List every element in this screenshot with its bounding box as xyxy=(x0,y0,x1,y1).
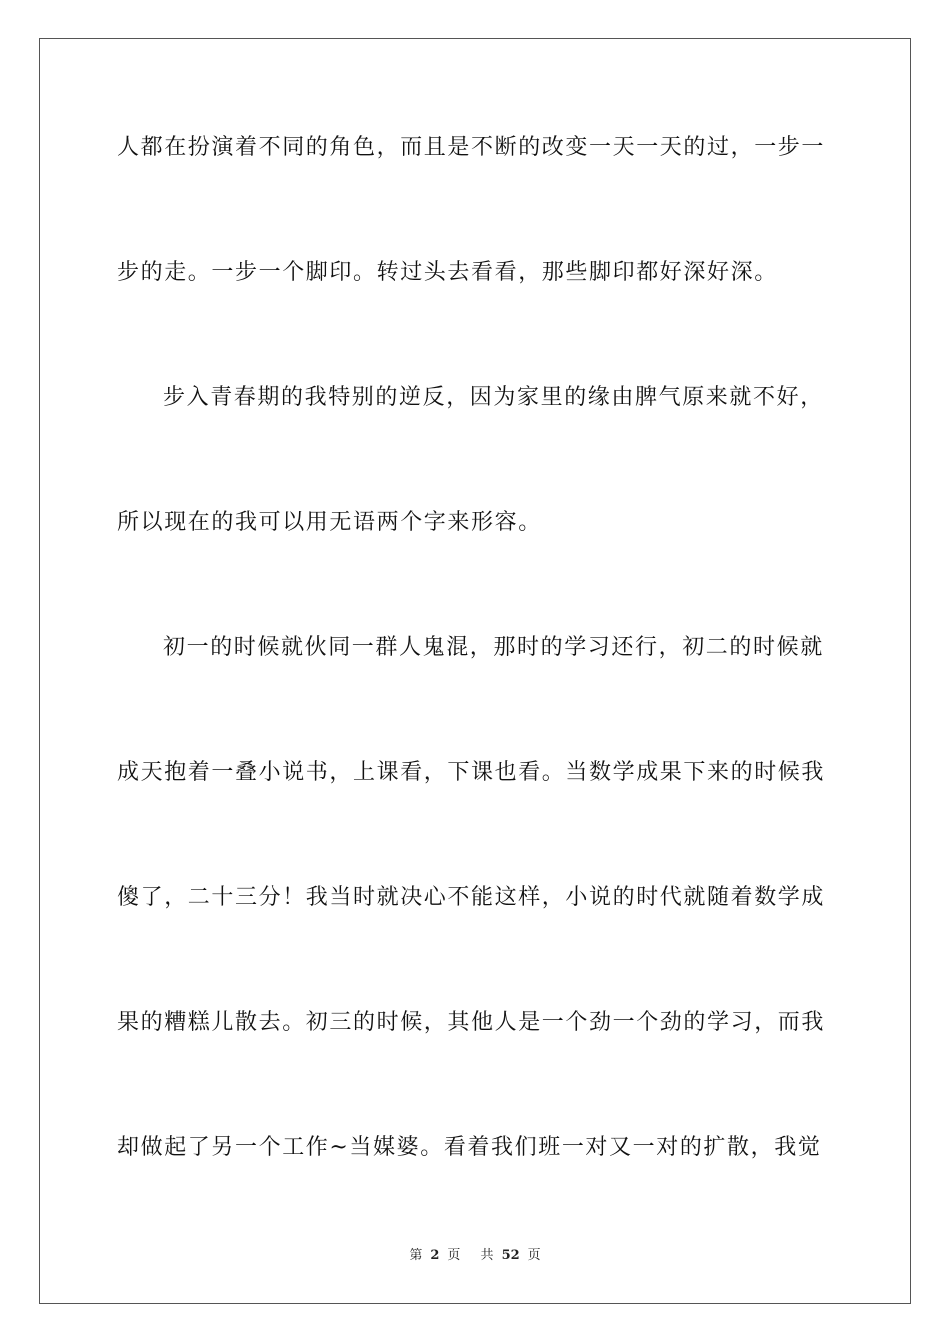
page-border xyxy=(39,38,911,1304)
text-line-6: 成天抱着一叠小说书，上课看，下课也看。当数学成果下来的时候我 xyxy=(117,760,826,785)
text-line-3: 步入青春期的我特别的逆反，因为家里的缘由脾气原来就不好， xyxy=(163,385,824,410)
total-pages: 52 xyxy=(501,1248,520,1263)
total-prefix: 共 xyxy=(480,1248,494,1263)
text-line-1: 人都在扮演着不同的角色，而且是不断的改变一天一天的过，一步一 xyxy=(117,135,826,160)
page-number: 2 xyxy=(430,1248,440,1263)
text-line-4: 所以现在的我可以用无语两个字来形容。 xyxy=(117,510,542,535)
page-indicator xyxy=(405,1248,464,1263)
page-footer xyxy=(0,1247,950,1265)
text-line-9: 却做起了另一个工作~当媒婆。看着我们班一对又一对的扩散，我觉 xyxy=(117,1135,822,1160)
text-line-8: 果的糟糕儿散去。初三的时候，其他人是一个劲一个劲的学习，而我 xyxy=(117,1010,826,1035)
page-prefix: 第 xyxy=(409,1248,423,1263)
page-suffix: 页 xyxy=(447,1248,461,1263)
text-line-5: 初一的时候就伙同一群人鬼混，那时的学习还行，初二的时候就 xyxy=(163,635,824,660)
total-suffix: 页 xyxy=(527,1248,541,1263)
total-indicator xyxy=(477,1248,545,1263)
text-line-7: 傻了，二十三分！我当时就决心不能这样，小说的时代就随着数学成 xyxy=(117,885,826,910)
text-line-2: 步的走。一步一个脚印。转过头去看看，那些脚印都好深好深。 xyxy=(117,260,778,285)
